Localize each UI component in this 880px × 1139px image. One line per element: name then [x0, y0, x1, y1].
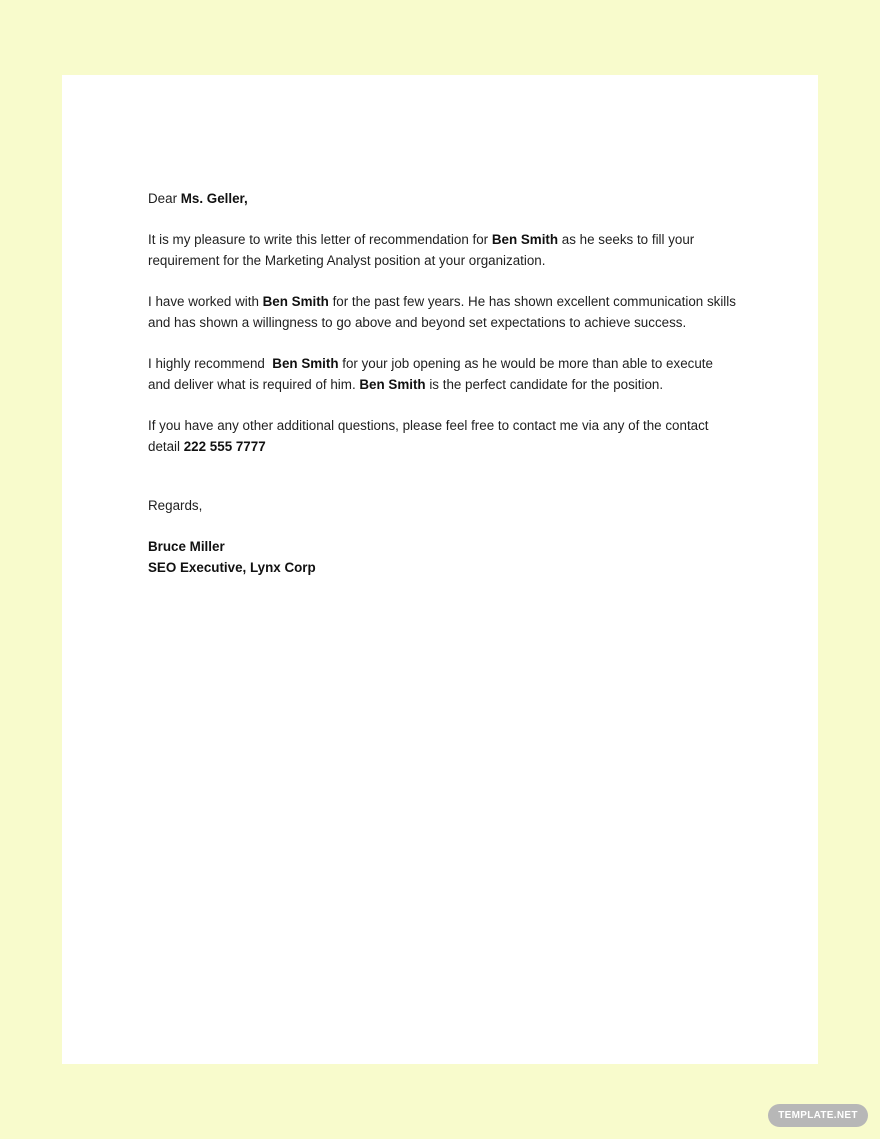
watermark-badge: TEMPLATE.NET — [768, 1104, 868, 1127]
letter-page — [62, 75, 818, 1064]
paragraph-experience-text-a: I have worked with — [148, 294, 263, 309]
candidate-name: Ben Smith — [262, 294, 329, 309]
paragraph-recommendation-text-a: I highly recommend — [148, 356, 273, 371]
paragraph-recommendation — [148, 353, 738, 395]
signer-title: SEO Executive, Lynx Corp — [148, 560, 316, 575]
paragraph-intro — [148, 229, 738, 271]
candidate-name: Ben Smith — [359, 377, 426, 392]
paragraph-recommendation-text-c: is the perfect candidate for the position. — [425, 377, 664, 392]
candidate-name: Ben Smith — [491, 232, 559, 247]
contact-phone: 222 555 7777 — [183, 439, 266, 454]
signature-block — [148, 536, 738, 578]
paragraph-experience — [148, 291, 738, 333]
paragraph-contact-text: If you have any other additional questions, please feel free to contact me via any of the contact detail — [148, 418, 709, 454]
signer-name: Bruce Miller — [148, 539, 225, 554]
closing: Regards, — [148, 498, 203, 513]
salutation — [148, 188, 738, 209]
paragraph-contact — [148, 415, 738, 457]
letter-body — [148, 188, 738, 578]
recipient-name: Ms. Geller, — [180, 191, 248, 206]
salutation-prefix: Dear — [148, 191, 181, 206]
paragraph-intro-text-b: as he seeks to fill your requirement for the Marketing Analyst position at your organization. — [148, 232, 695, 268]
paragraph-intro-text-a: It is my pleasure to write this letter of recommendation for — [148, 232, 492, 247]
candidate-name: Ben Smith — [272, 356, 339, 371]
paragraph-recommendation-text-b: for your job opening as he would be more than able to execute and deliver what is required of him. — [148, 356, 713, 392]
paragraph-experience-text-b: for the past few years. He has shown excellent communication skills and has shown a willingness to go above and beyond set expectations to achieve success. — [148, 294, 736, 330]
